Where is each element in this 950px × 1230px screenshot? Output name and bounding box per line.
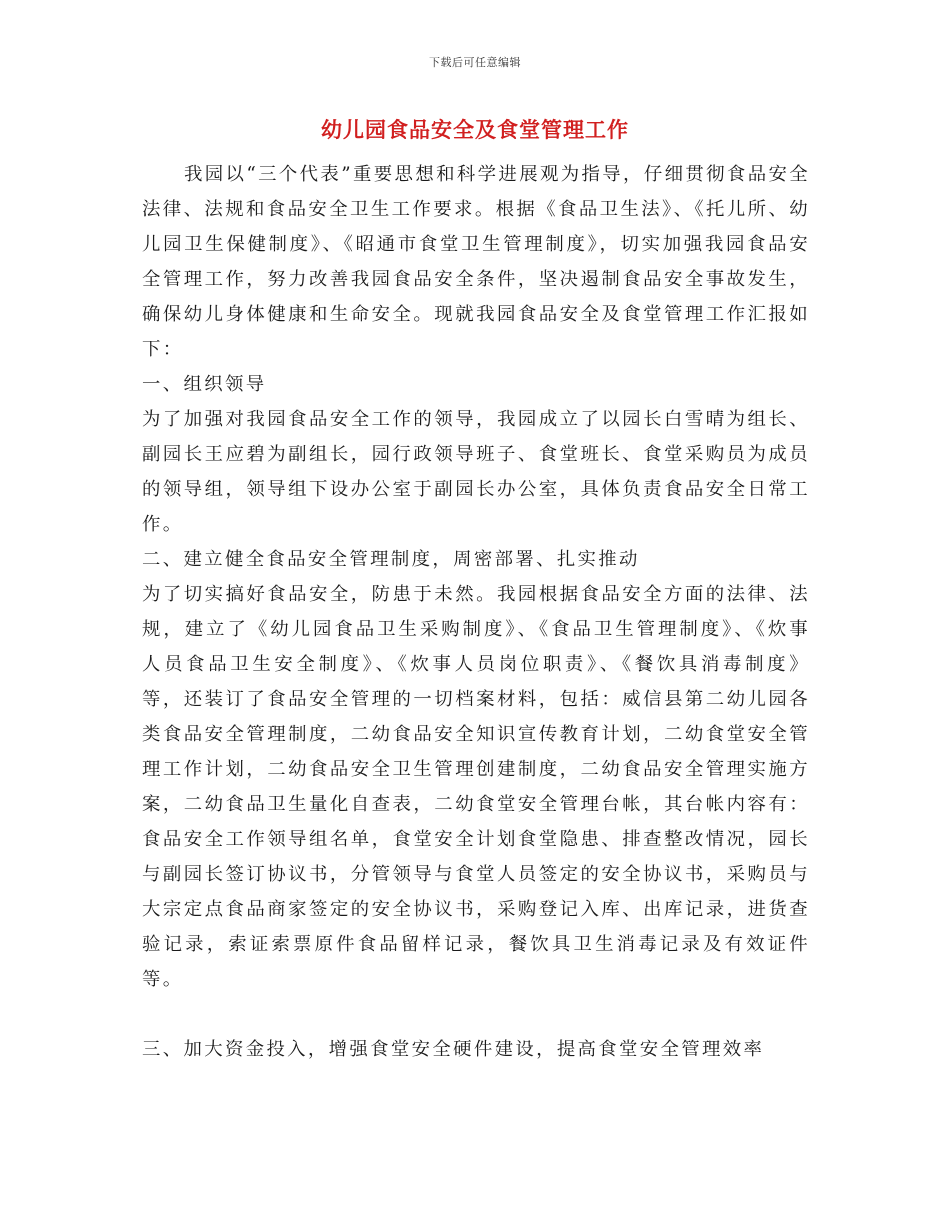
- intro-paragraph: 我园以“三个代表”重要思想和科学进展观为指导，仔细贯彻食品安全法律、法规和食品安全卫生工作要求。根据《食品卫生法》、《托儿所、幼儿园卫生保健制度》、《昭通市食堂卫生管理制度》，切实加强我园食品安全管理工作，努力改善我园食品安全条件，坚决遏制食品安全事故发生，确保幼儿身体健康和生命安全。现就我园食品安全及食堂管理工作汇报如下：: [142, 164, 810, 360]
- section-heading-1: 一、组织领导: [142, 374, 267, 395]
- section-heading-3: 三、加大资金投入，增强食堂安全硬件建设，提高食堂安全管理效率: [142, 1039, 765, 1060]
- document-title: 幼儿园食品安全及食堂管理工作: [321, 117, 629, 142]
- paragraph-gap: [142, 997, 810, 1032]
- section-heading-2: 二、建立健全食品安全管理制度，周密部署、扎实推动: [142, 549, 640, 570]
- document-body: [142, 157, 810, 1067]
- header-note: 下载后可任意编辑: [429, 56, 521, 69]
- section-body-2: 为了切实搞好食品安全，防患于未然。我园根据食品安全方面的法律、法规，建立了《幼儿园食品卫生采购制度》、《食品卫生管理制度》、《炊事人员食品卫生安全制度》、《炊事人员岗位职责》、《餐饮具消毒制度》等，还装订了食品安全管理的一切档案材料，包括：威信县第二幼儿园各类食品安全管理制度，二幼食品安全知识宣传教育计划，二幼食堂安全管理工作计划，二幼食品安全卫生管理创建制度，二幼食品安全管理实施方案，二幼食品卫生量化自查表，二幼食堂安全管理台帐，其台帐内容有：食品安全工作领导组名单，食堂安全计划食堂隐患、排查整改情况，园长与副园长签订协议书，分管领导与食堂人员签定的安全协议书，采购员与大宗定点食品商家签定的安全协议书，采购登记入库、出库记录，进货查验记录，索证索票原件食品留样记录，餐饮具卫生消毒记录及有效证件等。: [142, 584, 810, 990]
- section-body-1: 为了加强对我园食品安全工作的领导，我园成立了以园长白雪晴为组长、副园长王应碧为副组长，园行政领导班子、食堂班长、食堂采购员为成员的领导组，领导组下设办公室于副园长办公室，具体负责食品安全日常工作。: [142, 409, 810, 535]
